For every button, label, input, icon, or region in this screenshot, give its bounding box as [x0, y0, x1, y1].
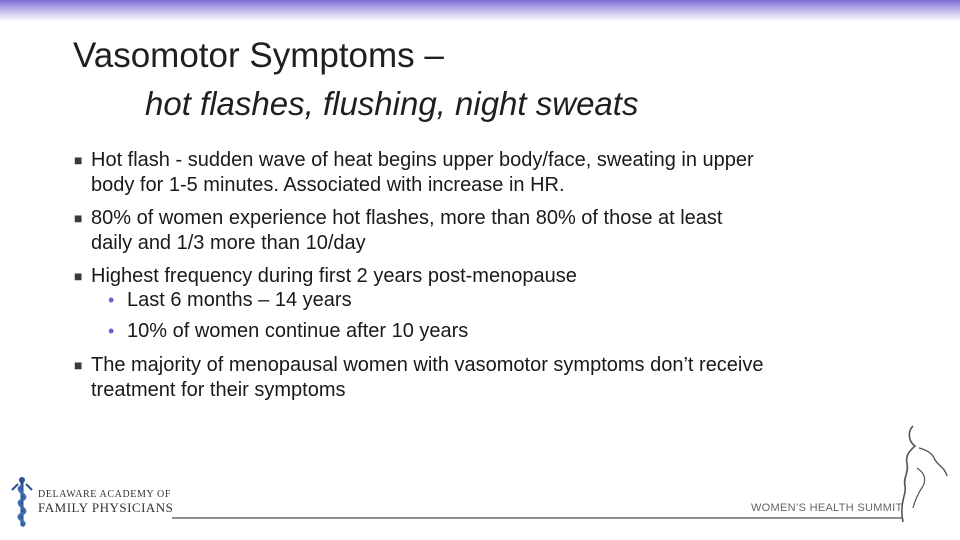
dot-bullet-icon: • — [108, 321, 115, 341]
sub-bullet-text: Last 6 months – 14 years — [127, 289, 352, 311]
sub-bullet-item — [74, 316, 764, 347]
bullet-text: 80% of women experience hot flashes, more than 80% of those at least daily and 1/3 more than 10/day — [91, 207, 723, 254]
header-gradient-bar — [0, 0, 960, 22]
org-name-line2: FAMILY PHYSICIANS — [38, 500, 174, 515]
bullet-list — [74, 148, 764, 411]
org-logo-text — [38, 489, 173, 515]
square-bullet-icon: ■ — [74, 268, 83, 284]
footer-divider — [172, 517, 902, 519]
org-name-line1: DELAWARE ACADEMY OF — [38, 489, 172, 500]
event-name: WOMEN’S HEALTH SUMMIT — [751, 502, 903, 514]
square-bullet-icon: ■ — [74, 152, 83, 168]
square-bullet-icon: ■ — [74, 357, 83, 373]
sub-bullet-list — [74, 285, 764, 347]
square-bullet-icon: ■ — [74, 210, 83, 226]
bullet-text: The majority of menopausal women with vasomotor symptoms don’t receive treatment for their symptoms — [91, 354, 764, 401]
slide-subtitle: hot flashes, flushing, night sweats — [145, 85, 639, 122]
woman-silhouette-icon — [893, 424, 953, 524]
sub-bullet-text: 10% of women continue after 10 years — [127, 320, 469, 342]
bullet-text: Highest frequency during first 2 years post-menopause — [91, 265, 577, 287]
dot-bullet-icon: • — [108, 290, 115, 310]
bullet-item — [74, 206, 764, 256]
slide-title: Vasomotor Symptoms – — [73, 36, 444, 75]
bullet-text: Hot flash - sudden wave of heat begins upper body/face, sweating in upper body for 1-5 minutes. Associated with increase in HR. — [91, 149, 754, 196]
bullet-item — [74, 353, 764, 403]
bullet-item — [74, 148, 764, 198]
sub-bullet-item — [74, 285, 764, 316]
